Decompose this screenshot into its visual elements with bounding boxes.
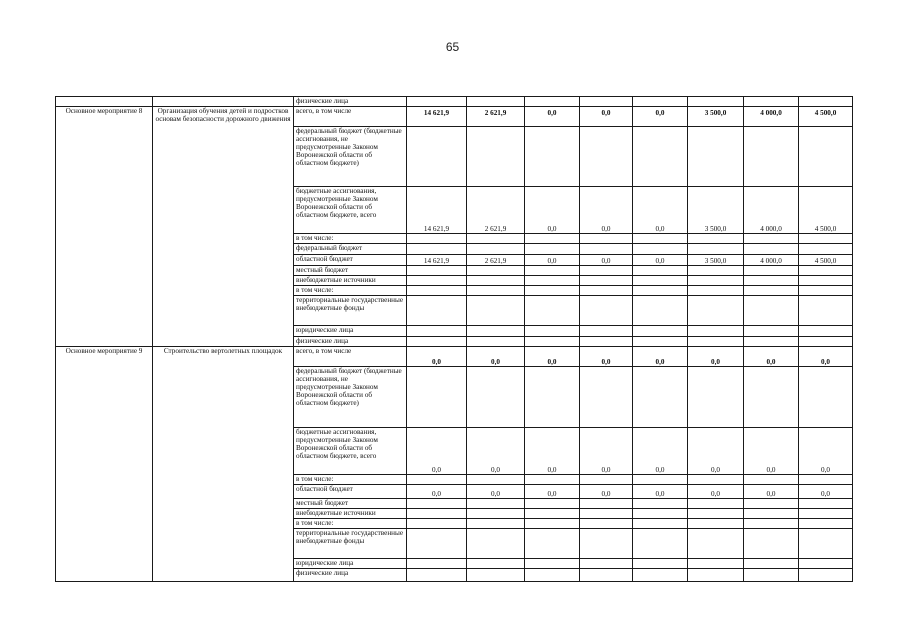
budget-table	[55, 96, 853, 582]
value-cell	[407, 367, 467, 428]
value-cell: 3 500,0	[688, 187, 744, 234]
source-cell: физические лица	[294, 337, 407, 347]
value-cell	[580, 509, 633, 519]
value-cell: 0,0	[633, 347, 688, 367]
project-name: Организация обучения детей и подростков основам безопасности дорожного движения	[153, 107, 294, 347]
carryover-row	[56, 97, 853, 107]
value-cell: 0,0	[688, 485, 744, 499]
value-cell: 0,0	[744, 347, 799, 367]
value-cell	[580, 337, 633, 347]
value-cell	[633, 266, 688, 276]
value-cell	[525, 266, 580, 276]
value-cell	[688, 559, 744, 569]
value-cell: 14 621,9	[407, 107, 467, 127]
source-cell: областной бюджет	[294, 255, 407, 266]
value-cell	[744, 127, 799, 187]
value-cell	[407, 276, 467, 286]
value-cell	[525, 337, 580, 347]
table-row	[56, 347, 853, 367]
value-cell	[633, 337, 688, 347]
value-cell	[799, 234, 853, 244]
page-number: 65	[445, 40, 460, 54]
value-cell: 0,0	[633, 187, 688, 234]
value-cell: 0,0	[580, 107, 633, 127]
value-cell	[467, 286, 525, 296]
value-cell	[633, 286, 688, 296]
value-cell	[744, 367, 799, 428]
measure-name: Основное мероприятие 9	[56, 347, 153, 582]
value-cell: 0,0	[744, 485, 799, 499]
value-cell	[580, 475, 633, 485]
value-cell: 0,0	[525, 255, 580, 266]
value-cell	[580, 244, 633, 255]
value-cell	[633, 234, 688, 244]
value-cell	[633, 276, 688, 286]
value-cell	[688, 97, 744, 107]
value-cell	[688, 475, 744, 485]
value-cell	[633, 326, 688, 337]
value-cell	[688, 127, 744, 187]
value-cell	[688, 499, 744, 509]
value-cell	[580, 296, 633, 326]
value-cell	[744, 286, 799, 296]
value-cell: 0,0	[467, 347, 525, 367]
measure-block	[56, 107, 853, 347]
value-cell: 0,0	[799, 485, 853, 499]
value-cell	[799, 337, 853, 347]
value-cell	[580, 326, 633, 337]
value-cell	[799, 475, 853, 485]
value-cell	[467, 337, 525, 347]
value-cell: 4 500,0	[799, 107, 853, 127]
source-cell: юридические лица	[294, 326, 407, 337]
value-cell	[407, 569, 467, 582]
value-cell	[525, 234, 580, 244]
value-cell: 4 500,0	[799, 187, 853, 234]
value-cell	[525, 519, 580, 529]
value-cell	[799, 559, 853, 569]
value-cell	[799, 509, 853, 519]
value-cell	[633, 519, 688, 529]
value-cell	[407, 337, 467, 347]
value-cell: 14 621,9	[407, 187, 467, 234]
value-cell	[580, 569, 633, 582]
value-cell	[688, 367, 744, 428]
source-cell: областной бюджет	[294, 485, 407, 499]
value-cell: 0,0	[407, 428, 467, 475]
value-cell	[467, 475, 525, 485]
value-cell	[688, 276, 744, 286]
value-cell	[744, 234, 799, 244]
value-cell	[688, 244, 744, 255]
value-cell	[688, 296, 744, 326]
value-cell	[407, 559, 467, 569]
value-cell	[407, 326, 467, 337]
value-cell	[633, 509, 688, 519]
value-cell	[467, 569, 525, 582]
value-cell	[525, 276, 580, 286]
value-cell	[799, 97, 853, 107]
value-cell	[467, 529, 525, 559]
value-cell	[525, 286, 580, 296]
value-cell	[688, 234, 744, 244]
value-cell: 0,0	[580, 428, 633, 475]
source-cell: юридические лица	[294, 559, 407, 569]
source-cell: федеральный бюджет	[294, 244, 407, 255]
value-cell: 3 500,0	[688, 255, 744, 266]
value-cell	[467, 266, 525, 276]
value-cell	[580, 499, 633, 509]
measure-name: Основное мероприятие 8	[56, 107, 153, 347]
value-cell: 4 000,0	[744, 187, 799, 234]
source-cell: бюджетные ассигнования, предусмотренные Законом Воронежской области об областном бюджете, всего	[294, 187, 407, 234]
value-cell	[744, 296, 799, 326]
source-cell: местный бюджет	[294, 266, 407, 276]
value-cell	[407, 97, 467, 107]
value-cell	[525, 509, 580, 519]
value-cell	[688, 326, 744, 337]
value-cell	[580, 234, 633, 244]
value-cell	[525, 475, 580, 485]
value-cell	[467, 127, 525, 187]
source-cell: территориальные государственные внебюджетные фонды	[294, 529, 407, 559]
value-cell	[744, 276, 799, 286]
value-cell	[467, 296, 525, 326]
value-cell: 0,0	[467, 428, 525, 475]
value-cell	[799, 266, 853, 276]
value-cell	[467, 244, 525, 255]
value-cell	[799, 569, 853, 582]
value-cell: 0,0	[525, 187, 580, 234]
value-cell: 2 621,9	[467, 107, 525, 127]
value-cell	[688, 529, 744, 559]
value-cell	[580, 519, 633, 529]
value-cell: 0,0	[580, 255, 633, 266]
value-cell	[799, 127, 853, 187]
value-cell: 2 621,9	[467, 187, 525, 234]
value-cell	[799, 529, 853, 559]
value-cell	[633, 367, 688, 428]
value-cell	[525, 569, 580, 582]
value-cell	[633, 569, 688, 582]
value-cell: 0,0	[467, 485, 525, 499]
value-cell: 0,0	[407, 485, 467, 499]
value-cell	[799, 519, 853, 529]
value-cell	[525, 559, 580, 569]
value-cell: 0,0	[525, 428, 580, 475]
value-cell	[407, 296, 467, 326]
value-cell	[744, 337, 799, 347]
value-cell	[633, 97, 688, 107]
value-cell	[799, 286, 853, 296]
value-cell	[580, 559, 633, 569]
value-cell: 4 000,0	[744, 107, 799, 127]
value-cell	[407, 234, 467, 244]
value-cell	[633, 475, 688, 485]
value-cell	[407, 127, 467, 187]
value-cell: 4 000,0	[744, 255, 799, 266]
value-cell	[467, 276, 525, 286]
value-cell	[525, 529, 580, 559]
value-cell	[407, 509, 467, 519]
value-cell	[744, 569, 799, 582]
value-cell: 0,0	[525, 347, 580, 367]
value-cell	[580, 97, 633, 107]
value-cell: 0,0	[744, 428, 799, 475]
measure-block	[56, 347, 853, 582]
value-cell	[580, 276, 633, 286]
source-cell: физические лица	[294, 97, 407, 107]
value-cell	[744, 475, 799, 485]
value-cell: 0,0	[633, 255, 688, 266]
value-cell	[407, 475, 467, 485]
value-cell	[744, 244, 799, 255]
value-cell	[580, 127, 633, 187]
source-cell: местный бюджет	[294, 499, 407, 509]
value-cell: 0,0	[688, 428, 744, 475]
value-cell	[525, 499, 580, 509]
value-cell: 2 621,9	[467, 255, 525, 266]
value-cell: 0,0	[525, 485, 580, 499]
value-cell	[799, 244, 853, 255]
value-cell	[525, 326, 580, 337]
empty-cell	[56, 97, 153, 107]
source-cell: физические лица	[294, 569, 407, 582]
source-cell: в том числе:	[294, 475, 407, 485]
value-cell: 0,0	[633, 107, 688, 127]
value-cell	[799, 276, 853, 286]
source-cell: федеральный бюджет (бюджетные ассигнования, не предусмотренные Законом Воронежской области об областном бюджете)	[294, 127, 407, 187]
value-cell	[633, 244, 688, 255]
value-cell	[744, 529, 799, 559]
value-cell	[744, 97, 799, 107]
value-cell	[799, 326, 853, 337]
value-cell	[744, 509, 799, 519]
value-cell	[688, 509, 744, 519]
value-cell: 0,0	[407, 347, 467, 367]
value-cell: 0,0	[799, 428, 853, 475]
value-cell: 0,0	[799, 347, 853, 367]
value-cell	[467, 97, 525, 107]
value-cell	[467, 326, 525, 337]
value-cell	[633, 559, 688, 569]
value-cell	[688, 519, 744, 529]
value-cell: 0,0	[580, 485, 633, 499]
value-cell: 0,0	[525, 107, 580, 127]
value-cell	[467, 234, 525, 244]
source-cell: бюджетные ассигнования, предусмотренные Законом Воронежской области об областном бюджете, всего	[294, 428, 407, 475]
source-cell: всего, в том числе	[294, 347, 407, 367]
source-cell: внебюджетные источники	[294, 276, 407, 286]
value-cell: 0,0	[688, 347, 744, 367]
value-cell	[633, 499, 688, 509]
value-cell	[525, 97, 580, 107]
value-cell: 14 621,9	[407, 255, 467, 266]
value-cell	[467, 559, 525, 569]
value-cell	[407, 244, 467, 255]
value-cell	[525, 244, 580, 255]
value-cell: 0,0	[633, 485, 688, 499]
value-cell	[467, 519, 525, 529]
value-cell: 0,0	[580, 347, 633, 367]
value-cell	[407, 529, 467, 559]
value-cell	[799, 367, 853, 428]
value-cell: 3 500,0	[688, 107, 744, 127]
value-cell	[633, 529, 688, 559]
value-cell	[688, 286, 744, 296]
value-cell	[688, 569, 744, 582]
value-cell	[580, 367, 633, 428]
value-cell	[633, 127, 688, 187]
source-cell: внебюджетные источники	[294, 509, 407, 519]
value-cell	[688, 266, 744, 276]
value-cell	[799, 296, 853, 326]
value-cell	[688, 337, 744, 347]
project-name: Строительство вертолетных площадок	[153, 347, 294, 582]
value-cell: 4 500,0	[799, 255, 853, 266]
value-cell	[744, 326, 799, 337]
source-cell: в том числе:	[294, 286, 407, 296]
value-cell	[799, 499, 853, 509]
value-cell	[633, 296, 688, 326]
source-cell: территориальные государственные внебюджетные фонды	[294, 296, 407, 326]
value-cell: 0,0	[580, 187, 633, 234]
value-cell	[467, 367, 525, 428]
source-cell: всего, в том числе	[294, 107, 407, 127]
value-cell	[580, 266, 633, 276]
value-cell	[744, 266, 799, 276]
value-cell	[580, 529, 633, 559]
value-cell: 0,0	[633, 428, 688, 475]
value-cell	[744, 519, 799, 529]
value-cell	[467, 499, 525, 509]
value-cell	[525, 296, 580, 326]
value-cell	[525, 367, 580, 428]
source-cell: федеральный бюджет (бюджетные ассигнования, не предусмотренные Законом Воронежской области об областном бюджете)	[294, 367, 407, 428]
table-row	[56, 107, 853, 127]
value-cell	[407, 499, 467, 509]
value-cell	[407, 266, 467, 276]
value-cell	[407, 286, 467, 296]
value-cell	[407, 519, 467, 529]
source-cell: в том числе:	[294, 519, 407, 529]
value-cell	[744, 559, 799, 569]
value-cell	[467, 509, 525, 519]
value-cell	[580, 286, 633, 296]
empty-cell	[153, 97, 294, 107]
value-cell	[525, 127, 580, 187]
source-cell: в том числе:	[294, 234, 407, 244]
value-cell	[744, 499, 799, 509]
